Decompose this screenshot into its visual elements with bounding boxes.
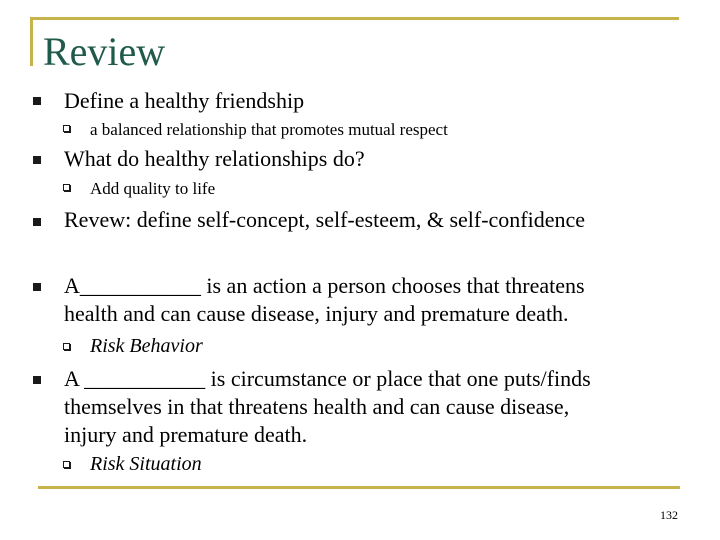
bullet-review-self-concept: Revew: define self-concept, self-esteem, & self-confidence <box>64 207 586 232</box>
hollow-square-bullet-icon <box>63 461 70 468</box>
bullet-healthy-relationships: What do healthy relationships do? <box>64 146 365 171</box>
sub-bullet-risk-situation: Risk Situation <box>90 453 202 475</box>
hollow-square-bullet-icon <box>63 125 70 132</box>
slide-frame-left <box>30 17 33 66</box>
bullet-risk-situation-line3: injury and premature death. <box>64 422 308 447</box>
square-bullet-icon <box>33 283 41 291</box>
sub-bullet-balanced-relationship: a balanced relationship that promotes mutual respect <box>90 120 448 139</box>
bullet-risk-situation-line2: themselves in that threatens health and can cause disease, <box>64 394 570 419</box>
square-bullet-icon <box>33 156 41 164</box>
hollow-square-bullet-icon <box>63 184 70 191</box>
bullet-risk-behavior-line2: health and can cause disease, injury and premature death. <box>64 301 569 326</box>
square-bullet-icon <box>33 376 41 384</box>
square-bullet-icon <box>33 218 41 226</box>
bullet-define-friendship: Define a healthy friendship <box>64 88 305 113</box>
slide-frame-bottom <box>38 486 680 489</box>
sub-bullet-add-quality: Add quality to life <box>90 179 216 198</box>
slide-frame-top <box>30 17 679 20</box>
bullet-risk-behavior-line1: A___________ is an action a person chooses that threatens <box>64 273 585 298</box>
sub-bullet-risk-behavior: Risk Behavior <box>90 335 203 357</box>
square-bullet-icon <box>33 97 41 105</box>
page-number: 132 <box>660 508 678 522</box>
slide-title: Review <box>43 29 166 74</box>
hollow-square-bullet-icon <box>63 343 70 350</box>
bullet-risk-situation-line1: A ___________ is circumstance or place that one puts/finds <box>64 366 591 391</box>
